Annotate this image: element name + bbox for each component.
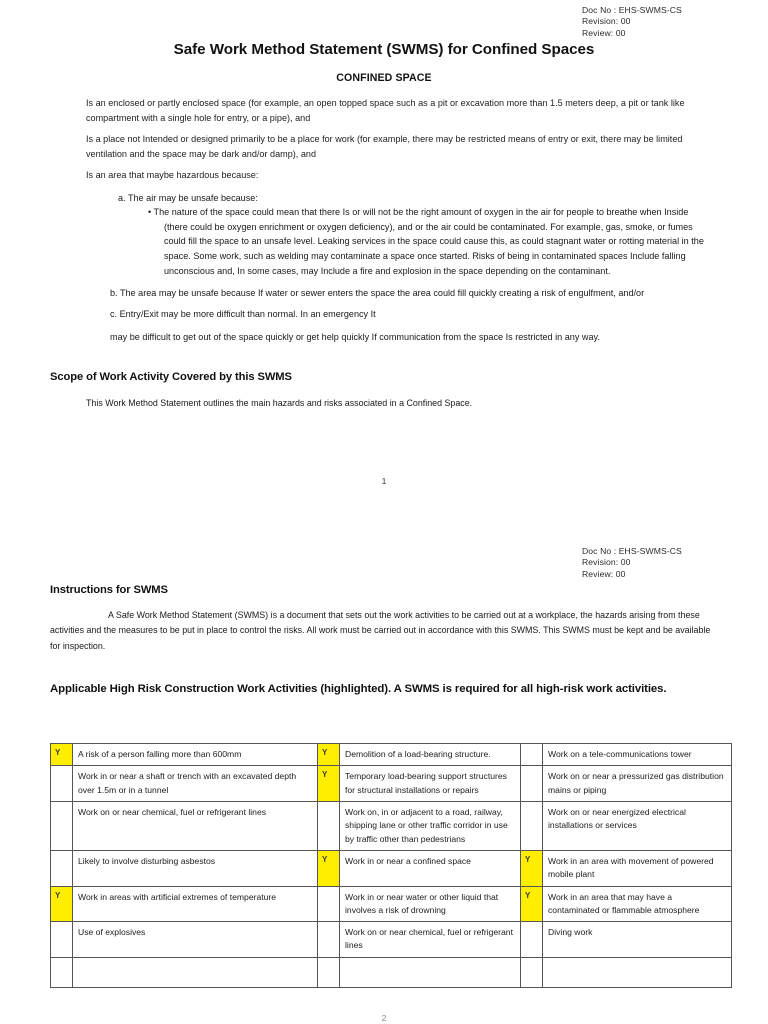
activity-cell: Work in areas with artificial extremes of temperature <box>73 886 318 922</box>
highlight-marker-cell[interactable]: Y <box>51 886 73 922</box>
table-row <box>51 801 732 850</box>
hazard-item-b: b. The area may be unsafe because If water or sewer enters the space the area could fill quickly creating a risk of engulfment, and/or <box>110 288 645 298</box>
activity-cell <box>543 957 732 987</box>
activity-cell <box>73 957 318 987</box>
doc-number: Doc No : EHS-SWMS-CS <box>582 5 682 15</box>
highlight-marker-cell[interactable] <box>318 957 340 987</box>
activity-cell: Work in an area that may have a contaminated or flammable atmosphere <box>543 886 732 922</box>
page-subtitle: CONFINED SPACE <box>336 72 432 84</box>
activity-cell: Work on or near chemical, fuel or refrigerant lines <box>340 922 521 958</box>
highlight-marker-cell[interactable]: Y <box>318 744 340 766</box>
intro-paragraph-3: Is an area that maybe hazardous because: <box>86 170 259 180</box>
highlight-marker-cell[interactable]: Y <box>318 766 340 802</box>
page-title: Safe Work Method Statement (SWMS) for Confined Spaces <box>173 41 595 58</box>
activity-cell: Work on or near energized electrical installations or services <box>543 801 732 850</box>
doc-review: Review: 00 <box>582 27 626 38</box>
activity-cell: Work in or near water or other liquid that involves a risk of drowning <box>340 886 521 922</box>
activity-cell: Work on, in or adjacent to a road, railway, shipping lane or other traffic corridor in use by traffic other than pedestrians <box>340 801 521 850</box>
highlight-marker-cell[interactable] <box>51 801 73 850</box>
table-row <box>51 850 732 886</box>
high-risk-activities-table <box>50 743 732 988</box>
activity-cell: Demolition of a load-bearing structure. <box>340 744 521 766</box>
highlight-marker-cell[interactable] <box>51 766 73 802</box>
highlight-marker-cell[interactable]: Y <box>521 886 543 922</box>
hazard-item-c: c. Entry/Exit may be more difficult than normal. In an emergency It <box>110 309 376 319</box>
activity-cell: Use of explosives <box>73 922 318 958</box>
instructions-heading: Instructions for SWMS <box>50 584 168 596</box>
activity-cell: Temporary load-bearing support structures for structural installations or repairs <box>340 766 521 802</box>
instructions-body-text: A Safe Work Method Statement (SWMS) is a document that sets out the work activities to be carried out at a workplace, the hazards arising from these activities and the measures to be put in place to control the risks. All work must be carried out in accordance with this SWMS. This SWMS must be kept and be available for inspection. <box>50 610 711 651</box>
scope-heading: Scope of Work Activity Covered by this SWMS <box>50 371 292 383</box>
activity-cell: Likely to involve disturbing asbestos <box>73 850 318 886</box>
activity-cell: Work in or near a confined space <box>340 850 521 886</box>
doc-review: Review: 00 <box>582 568 626 579</box>
applicable-high-risk-heading: Applicable High Risk Construction Work Activities (highlighted). A SWMS is required for all high-risk work activities. <box>50 683 667 695</box>
document-header-meta-page1 <box>582 5 682 39</box>
table-row <box>51 744 732 766</box>
page-number-2: 2 <box>381 1013 387 1023</box>
activity-cell: Work on a tele-communications tower <box>543 744 732 766</box>
scope-body-text: This Work Method Statement outlines the main hazards and risks associated in a Confined Space. <box>86 398 473 408</box>
highlight-marker-cell[interactable] <box>521 766 543 802</box>
doc-revision: Revision: 00 <box>582 16 631 27</box>
highlight-marker-cell[interactable] <box>521 922 543 958</box>
table-row <box>51 766 732 802</box>
highlight-marker-cell[interactable] <box>521 957 543 987</box>
hazard-item-a-bullet <box>148 205 714 279</box>
intro-paragraph-2: Is a place not Intended or designed primarily to be a place for work (for example, there may be restricted means of entry or exit, there may be limited ventilation and the space may be dark and/or damp), and <box>86 134 683 159</box>
intro-paragraph-1: Is an enclosed or partly enclosed space (for example, an open topped space such as a pit or excavation more than 1.5 meters deep, a pit or tank like compartment with a single hole for entry, or a pipe), and <box>86 98 685 123</box>
highlight-marker-cell[interactable] <box>318 922 340 958</box>
highlight-marker-cell[interactable]: Y <box>521 850 543 886</box>
highlight-marker-cell[interactable]: Y <box>51 744 73 766</box>
highlight-marker-cell[interactable] <box>51 922 73 958</box>
doc-revision: Revision: 00 <box>582 557 631 568</box>
doc-number: Doc No : EHS-SWMS-CS <box>582 546 682 556</box>
high-risk-activities-table-body <box>51 744 732 988</box>
table-row <box>51 886 732 922</box>
table-row <box>51 922 732 958</box>
document-header-meta-page2 <box>582 546 682 580</box>
hazard-item-a-bullet-text: • The nature of the space could mean that there Is or will not be the right amount of oxygen in the air for people to breathe when Inside (there could be oxygen enrichment or oxygen deficiency), and or the air could be contaminated. For example, gas, smoke, or fumes could fill the space to an unsafe level. Leaking services in the space could cause this, as could stagnant water or rotting material in the space. Some work, such as welding may contaminate a space once started. Risks of being in contaminated spaces Include falling unconscious and, In some cases, may Include a fire and explosion in the space depending on the contaminant. <box>148 207 704 276</box>
table-row <box>51 957 732 987</box>
highlight-marker-cell[interactable]: Y <box>318 850 340 886</box>
hazard-item-c-continuation: may be difficult to get out of the space quickly or get help quickly If communication from the space Is restricted in any way. <box>110 332 600 342</box>
highlight-marker-cell[interactable] <box>521 744 543 766</box>
activity-cell <box>340 957 521 987</box>
highlight-marker-cell[interactable] <box>521 801 543 850</box>
highlight-marker-cell[interactable] <box>318 801 340 850</box>
highlight-marker-cell[interactable] <box>51 850 73 886</box>
hazard-item-a: a. The air may be unsafe because: <box>118 193 258 203</box>
activity-cell: Work on or near a pressurized gas distribution mains or piping <box>543 766 732 802</box>
activity-cell: Work in an area with movement of powered mobile plant <box>543 850 732 886</box>
activity-cell: Diving work <box>543 922 732 958</box>
page-number-1: 1 <box>381 476 387 486</box>
highlight-marker-cell[interactable] <box>51 957 73 987</box>
activity-cell: Work on or near chemical, fuel or refrigerant lines <box>73 801 318 850</box>
activity-cell: Work in or near a shaft or trench with an excavated depth over 1.5m or in a tunnel <box>73 766 318 802</box>
highlight-marker-cell[interactable] <box>318 886 340 922</box>
activity-cell: A risk of a person falling more than 600mm <box>73 744 318 766</box>
